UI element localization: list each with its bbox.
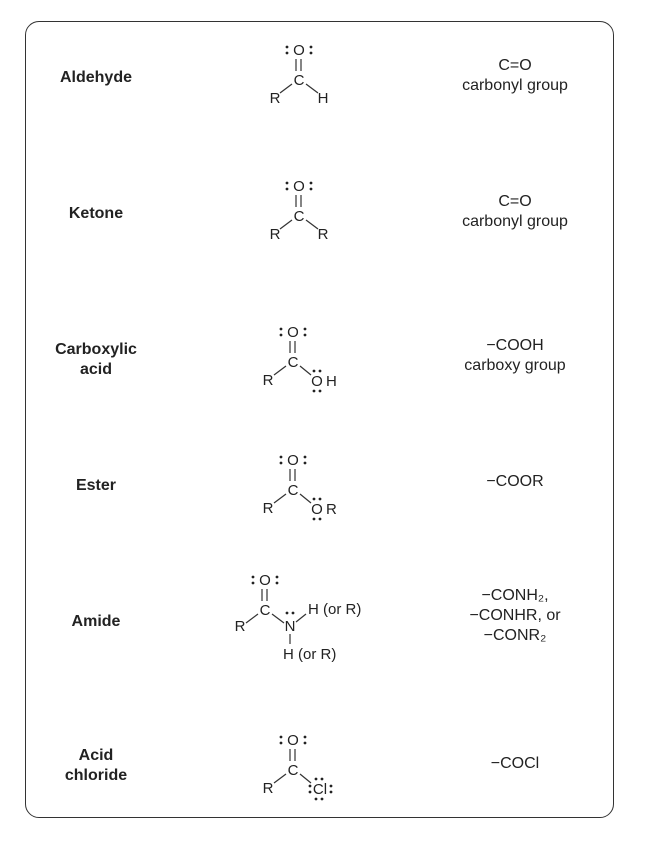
amide-structure xyxy=(200,570,400,670)
single-bond xyxy=(246,614,258,623)
lone-pair-dot xyxy=(310,188,313,191)
lone-pair-dot xyxy=(319,498,322,501)
group-name-line: Amide xyxy=(71,613,121,630)
lone-pair-dot xyxy=(319,518,322,521)
r-group-label: R xyxy=(317,226,329,243)
formula-line: −COOH xyxy=(486,337,544,354)
group-name xyxy=(36,340,156,380)
group-name xyxy=(36,476,156,496)
oxygen-label: O xyxy=(287,324,299,341)
lone-pair-dot xyxy=(280,462,283,465)
lone-pair-dot xyxy=(310,182,313,185)
oxygen-label: O xyxy=(287,732,299,749)
lone-pair-dot xyxy=(313,518,316,521)
single-bond xyxy=(272,614,284,623)
group-name-line: Ketone xyxy=(68,205,124,222)
carbon-label: C xyxy=(287,762,299,779)
single-bond xyxy=(300,774,311,783)
group-formula xyxy=(415,56,615,96)
formula-line: −CONR₂ xyxy=(483,627,547,644)
group-name-line: Ester xyxy=(75,477,117,494)
group-name-line: chloride xyxy=(64,767,128,784)
formula-line: carboxy group xyxy=(464,357,566,374)
r-group-label: R xyxy=(262,500,274,517)
carbon-label: C xyxy=(293,72,305,89)
hydrogen-label: H xyxy=(326,373,337,390)
single-bond xyxy=(300,366,311,375)
group-formula xyxy=(415,586,615,646)
lone-pair-dot xyxy=(280,334,283,337)
r-group-label: R xyxy=(262,372,274,389)
formula-line: −CONHR, or xyxy=(469,607,561,624)
single-bond xyxy=(280,220,292,229)
lone-pair-dot xyxy=(304,456,307,459)
ester-structure xyxy=(200,448,400,523)
hydrogen-label: H xyxy=(317,90,329,107)
oxygen-label: O xyxy=(311,373,323,390)
r-group-label: R xyxy=(269,226,281,243)
lone-pair-dot xyxy=(304,742,307,745)
lone-pair-dot xyxy=(304,334,307,337)
group-name-line: Aldehyde xyxy=(59,69,132,86)
lone-pair-dot xyxy=(330,791,333,794)
lone-pair-dot xyxy=(309,785,312,788)
lone-pair-dot xyxy=(313,370,316,373)
formula-line: C=O xyxy=(498,57,532,74)
lone-pair-dot xyxy=(280,742,283,745)
ketone-structure xyxy=(200,176,400,246)
oxygen-label: O xyxy=(293,42,305,59)
oxygen-label: O xyxy=(311,501,323,518)
lone-pair-dot xyxy=(286,52,289,55)
lone-pair-dot xyxy=(252,582,255,585)
functional-group-table xyxy=(25,21,614,818)
lone-pair-dot xyxy=(276,576,279,579)
group-formula xyxy=(415,336,615,376)
lone-pair-dot xyxy=(315,798,318,801)
formula-line: carbonyl group xyxy=(462,77,568,94)
group-name-line: Acid xyxy=(78,747,114,764)
group-formula xyxy=(415,192,615,232)
aldehyde-structure xyxy=(200,40,400,110)
group-name-line: acid xyxy=(79,361,112,378)
lone-pair-dot xyxy=(286,188,289,191)
single-bond xyxy=(280,84,292,93)
chlorine-label: Cl xyxy=(312,781,328,798)
lone-pair-dot xyxy=(319,370,322,373)
lone-pair-dot xyxy=(330,785,333,788)
lone-pair-dot xyxy=(280,456,283,459)
lone-pair-dot xyxy=(313,390,316,393)
n-substituent-label: H (or R) xyxy=(283,646,337,663)
lone-pair-dot xyxy=(280,736,283,739)
lone-pair-dot xyxy=(304,462,307,465)
single-bond xyxy=(306,220,318,229)
lone-pair-dot xyxy=(313,498,316,501)
group-name-line: Carboxylic xyxy=(55,341,137,358)
single-bond xyxy=(274,366,286,375)
lone-pair-dot xyxy=(286,46,289,49)
r-group-label: R xyxy=(234,618,246,635)
lone-pair-dot xyxy=(292,612,295,615)
lone-pair-dot xyxy=(310,52,313,55)
lone-pair-dot xyxy=(276,582,279,585)
lone-pair-dot xyxy=(310,46,313,49)
lone-pair-dot xyxy=(304,736,307,739)
formula-line: carbonyl group xyxy=(462,213,568,230)
single-bond xyxy=(296,614,306,622)
oxygen-label: O xyxy=(287,452,299,469)
group-name xyxy=(36,68,156,88)
group-name xyxy=(36,746,156,786)
single-bond xyxy=(274,774,286,783)
lone-pair-dot xyxy=(280,328,283,331)
r-group-label: R xyxy=(269,90,281,107)
group-name xyxy=(36,612,156,632)
r-group-label: R xyxy=(262,780,274,797)
formula-line: −COOR xyxy=(486,473,544,490)
group-formula xyxy=(415,472,615,492)
carbon-label: C xyxy=(287,354,299,371)
formula-line: −COCl xyxy=(490,755,540,772)
n-substituent-label: H (or R) xyxy=(308,601,362,618)
lone-pair-dot xyxy=(319,390,322,393)
carbon-label: C xyxy=(259,602,271,619)
group-formula xyxy=(415,754,615,774)
lone-pair-dot xyxy=(304,328,307,331)
group-name xyxy=(36,204,156,224)
acid-chloride-structure xyxy=(200,730,400,805)
formula-line: C=O xyxy=(498,193,532,210)
single-bond xyxy=(300,494,311,503)
single-bond xyxy=(306,84,318,93)
lone-pair-dot xyxy=(315,778,318,781)
lone-pair-dot xyxy=(286,612,289,615)
formula-line: −CONH₂, xyxy=(481,587,549,604)
carbon-label: C xyxy=(287,482,299,499)
nitrogen-label: N xyxy=(284,618,296,635)
lone-pair-dot xyxy=(321,778,324,781)
oxygen-label: O xyxy=(259,572,271,589)
lone-pair-dot xyxy=(286,182,289,185)
lone-pair-dot xyxy=(309,791,312,794)
lone-pair-dot xyxy=(321,798,324,801)
lone-pair-dot xyxy=(252,576,255,579)
carbon-label: C xyxy=(293,208,305,225)
single-bond xyxy=(274,494,286,503)
carboxylic-acid-structure xyxy=(200,320,400,395)
oxygen-label: O xyxy=(293,178,305,195)
r-group-label: R xyxy=(326,501,337,518)
